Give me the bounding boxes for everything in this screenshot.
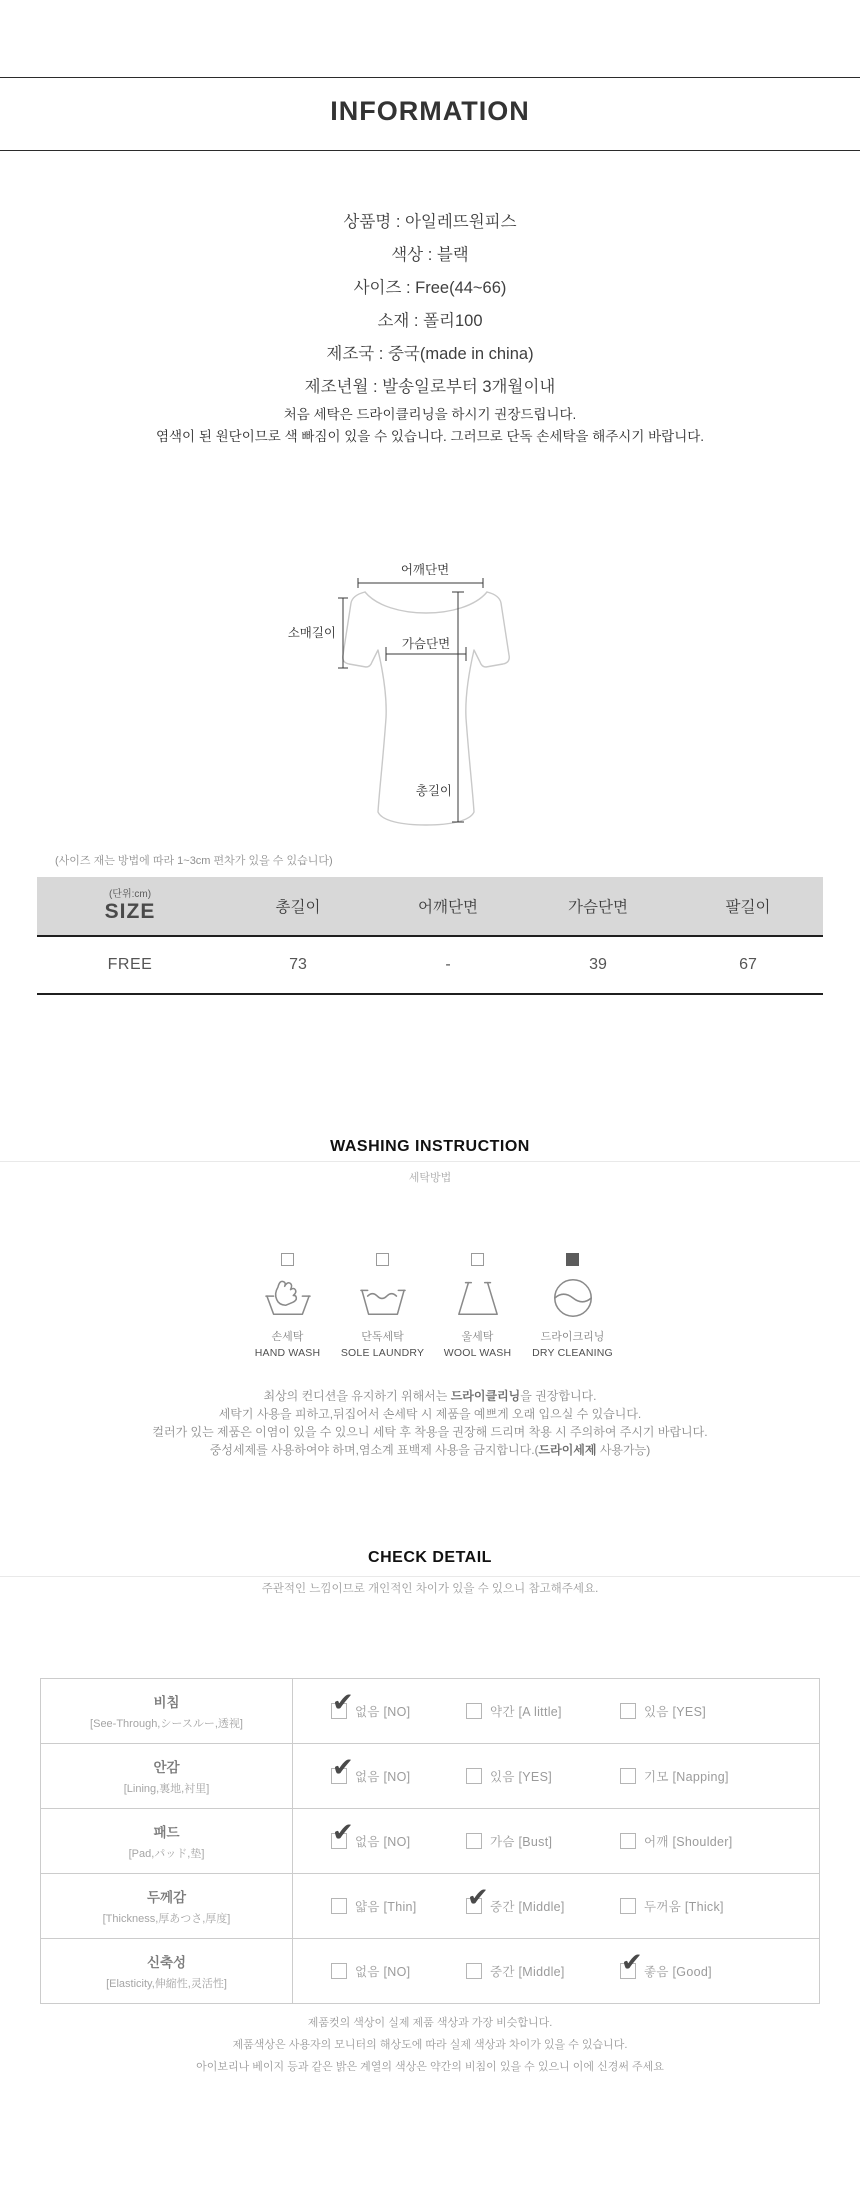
option: ✔ 없음 [NO] — [331, 1832, 410, 1850]
shoulder-width-label: 어깨단면 — [400, 563, 450, 577]
page-title: INFORMATION — [330, 96, 530, 126]
washing-section-subtitle: 세탁방법 — [408, 1172, 452, 1184]
check-detail-title: CHECK DETAIL — [368, 1549, 492, 1566]
chest-value: 39 — [589, 956, 607, 973]
washing-icons-row — [0, 1253, 860, 1359]
check-row-thickness — [41, 1873, 819, 1938]
care-note-line: 염색이 된 원단이므로 색 빠짐이 있을 수 있습니다. 그러므로 단독 손세탁을 해주시기 바랍니다. — [155, 429, 705, 444]
checkbox-icon — [471, 1253, 484, 1266]
sleeve-length-label: 소매길이 — [287, 626, 336, 640]
option: 기모 [Napping] — [620, 1767, 729, 1785]
measurement-lines — [338, 578, 483, 822]
size-table-row — [37, 937, 823, 995]
shoulder-value: - — [445, 956, 451, 973]
dry-cleaning-column — [525, 1253, 620, 1359]
hand-wash-column — [240, 1253, 335, 1359]
checkbox-icon — [281, 1253, 294, 1266]
product-name-line: 상품명 : 아일레뜨원피스 — [343, 213, 517, 231]
product-origin-line: 제조국 : 중국(made in china) — [326, 345, 534, 363]
option: 가슴 [Bust] — [466, 1832, 552, 1850]
wool-wash-column — [430, 1253, 525, 1359]
checkbox-icon — [331, 1833, 347, 1849]
total-length-label: 총길이 — [415, 784, 452, 798]
wool-wash-label-kr: 울세탁 — [461, 1331, 494, 1343]
washing-note-line: 세탁기 사용을 피하고,뒤집어서 손세탁 시 제품을 예쁘게 오래 입으실 수 있습니다. — [218, 1407, 642, 1421]
checkbox-icon — [466, 1833, 482, 1849]
checkbox-icon — [331, 1703, 347, 1719]
footer-notes — [0, 2012, 860, 2078]
washing-note-line: 최상의 컨디션을 유지하기 위해서는 드라이클리닝을 권장합니다. — [263, 1389, 597, 1403]
wool-wash-icon — [455, 1276, 501, 1320]
size-value: FREE — [107, 956, 153, 974]
row-label: 신축성 [Elasticity,伸縮性,灵活性] — [41, 1939, 293, 2003]
option: ✔ 좋음 [Good] — [620, 1962, 712, 1980]
chest-header: 가슴단면 — [568, 899, 628, 916]
row-label: 패드 [Pad,パッド,垫] — [41, 1809, 293, 1873]
top-divider — [0, 77, 860, 78]
option: 약간 [A little] — [466, 1702, 562, 1720]
checkbox-icon — [466, 1768, 482, 1784]
product-info-block — [0, 206, 860, 404]
unit-label: (단위:cm) — [108, 888, 152, 900]
row-label: 비침 [See-Through,シースルー,透视] — [41, 1679, 293, 1743]
sole-laundry-label-en: SOLE LAUNDRY — [340, 1347, 425, 1359]
checkbox-icon — [566, 1253, 579, 1266]
care-note-block — [0, 404, 860, 448]
title-bottom-divider — [0, 150, 860, 151]
option: ✔ 없음 [NO] — [331, 1702, 410, 1720]
option: 있음 [YES] — [466, 1767, 552, 1785]
washing-note-line: 중성세제를 사용하여야 하며,염소계 표백제 사용을 금지합니다.(드라이세제 사용가능) — [209, 1443, 651, 1457]
arm-length-header: 팔길이 — [725, 899, 771, 916]
dry-cleaning-label-kr: 드라이크리닝 — [540, 1331, 605, 1343]
footer-note-line: 제품컷의 색상이 실제 제품 색상과 가장 비슷합니다. — [307, 2017, 553, 2029]
checkbox-icon — [620, 1768, 636, 1784]
washing-note-line: 컬러가 있는 제품은 이염이 있을 수 있으니 세탁 후 착용을 권장해 드리며 착용 시 주의하여 주시기 바랍니다. — [152, 1425, 708, 1439]
check-detail-subtitle: 주관적인 느낌이므로 개인적인 차이가 있을 수 있으니 참고해주세요. — [261, 1583, 599, 1595]
product-color-line: 색상 : 블랙 — [391, 246, 469, 264]
option: ✔ 중간 [Middle] — [466, 1897, 565, 1915]
sole-laundry-column — [335, 1253, 430, 1359]
checkbox-icon — [620, 1833, 636, 1849]
option: 중간 [Middle] — [466, 1962, 565, 1980]
product-material-line: 소재 : 폴리100 — [377, 312, 483, 330]
washing-section-title: WASHING INSTRUCTION — [330, 1138, 530, 1155]
sole-laundry-label-kr: 단독세탁 — [361, 1331, 404, 1343]
size-table — [37, 877, 823, 995]
shoulder-header: 어깨단면 — [418, 899, 478, 916]
size-column-header: SIZE — [104, 899, 156, 923]
dry-cleaning-icon — [550, 1276, 596, 1320]
dry-cleaning-label-en: DRY CLEANING — [532, 1347, 613, 1359]
care-note-line: 처음 세탁은 드라이클리닝을 하시기 권장드립니다. — [283, 407, 577, 422]
chest-width-label: 가슴단면 — [401, 637, 451, 651]
option: 두꺼움 [Thick] — [620, 1897, 724, 1915]
size-table-header — [37, 877, 823, 937]
dress-measurement-diagram — [200, 558, 660, 870]
checkbox-icon — [466, 1898, 482, 1914]
size-header-cell — [37, 877, 223, 935]
checkbox-icon — [466, 1703, 482, 1719]
checkbox-icon — [376, 1253, 389, 1266]
checkbox-icon — [466, 1963, 482, 1979]
total-length-value: 73 — [289, 956, 307, 973]
sole-laundry-icon — [360, 1276, 406, 1320]
row-options — [292, 1939, 819, 2003]
total-length-header: 총길이 — [275, 899, 321, 916]
hand-wash-label-kr: 손세탁 — [271, 1331, 304, 1343]
row-options — [292, 1809, 819, 1873]
row-options — [292, 1679, 819, 1743]
dress-diagram-svg — [200, 558, 660, 870]
check-row-lining — [41, 1743, 819, 1808]
checkbox-icon — [620, 1898, 636, 1914]
option: 있음 [YES] — [620, 1702, 706, 1720]
row-options — [292, 1874, 819, 1938]
option: 없음 [NO] — [331, 1962, 410, 1980]
row-options — [292, 1744, 819, 1808]
check-detail-divider — [0, 1576, 860, 1577]
checkbox-icon — [620, 1703, 636, 1719]
washing-notes-block — [0, 1387, 860, 1459]
option: ✔ 없음 [NO] — [331, 1767, 410, 1785]
wool-wash-label-en: WOOL WASH — [443, 1347, 512, 1359]
checkbox-icon — [331, 1898, 347, 1914]
checkbox-icon — [331, 1963, 347, 1979]
product-size-line: 사이즈 : Free(44~66) — [353, 279, 507, 297]
check-detail-table — [40, 1678, 820, 2004]
footer-note-line: 제품색상은 사용자의 모니터의 해상도에 따라 실제 색상과 차이가 있을 수 있습니다. — [232, 2039, 628, 2051]
product-mfg-date-line: 제조년월 : 발송일로부터 3개월이내 — [304, 378, 556, 396]
hand-wash-icon — [265, 1276, 311, 1320]
option: 얇음 [Thin] — [331, 1897, 417, 1915]
hand-wash-label-en: HAND WASH — [254, 1347, 321, 1359]
row-label: 안감 [Lining,裏地,衬里] — [41, 1744, 293, 1808]
option: 어깨 [Shoulder] — [620, 1832, 733, 1850]
row-label: 두께감 [Thickness,厚あつさ,厚度] — [41, 1874, 293, 1938]
check-row-elasticity — [41, 1938, 819, 2003]
checkbox-icon — [331, 1768, 347, 1784]
check-row-pad — [41, 1808, 819, 1873]
check-row-see-through — [41, 1679, 819, 1743]
checkbox-icon — [620, 1963, 636, 1979]
size-tolerance-note: (사이즈 재는 방법에 따라 1~3cm 편차가 있을 수 있습니다) — [55, 855, 333, 867]
footer-note-line: 아이보리나 베이지 등과 같은 밝은 계열의 색상은 약간의 비침이 있을 수 있으니 이에 신경써 주세요 — [196, 2061, 664, 2073]
arm-length-value: 67 — [739, 956, 757, 973]
washing-divider — [0, 1161, 860, 1162]
